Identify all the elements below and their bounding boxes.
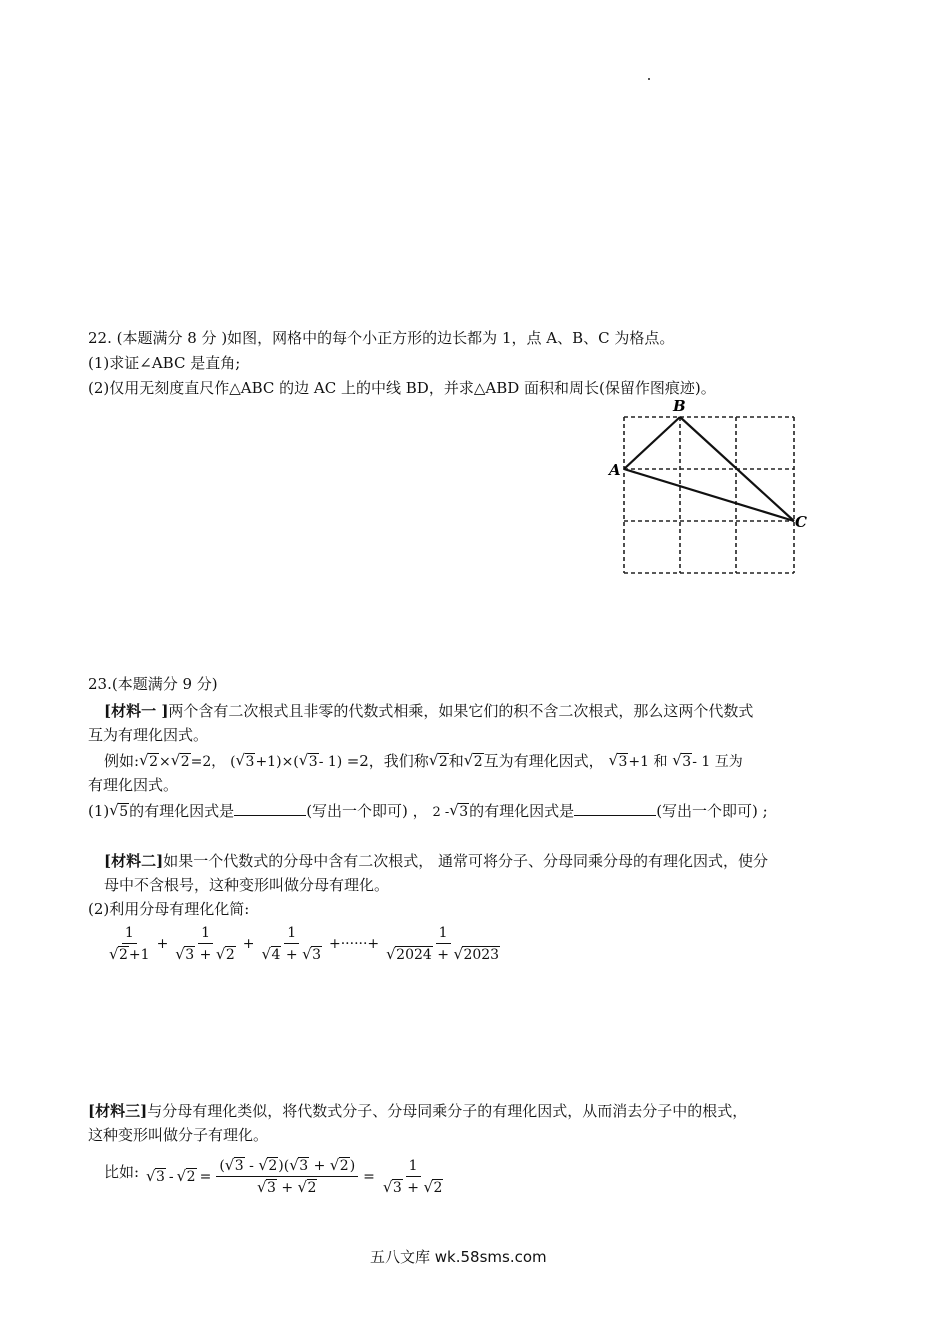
sqrt-3-c: √ 3 bbox=[608, 752, 628, 772]
part1-hint2: (写出一个即可) ; bbox=[656, 802, 768, 820]
material-1-text: 两个含有二次根式且非零的代数式相乘，如果它们的积不含二次根式，那么这两个代数式 bbox=[168, 702, 754, 720]
part1-text1: 的有理化因式是 bbox=[129, 802, 235, 820]
sqrt-3-b: √ 3 bbox=[299, 752, 319, 772]
sqrt-3-d: √ 3 bbox=[672, 752, 692, 772]
material-1-title: [材料一 ] bbox=[104, 702, 169, 720]
sqrt-5: √ 5 bbox=[109, 802, 129, 822]
material-1-line1 bbox=[104, 701, 753, 721]
two-minus: 2 - bbox=[432, 805, 450, 820]
answer-blank-1[interactable] bbox=[234, 801, 306, 816]
sqrt-2-d: √ 2 bbox=[464, 752, 484, 772]
numerator-rationalization-example: √ 3 - √ 2 = (√ 3 - √ 2)(√ 3 + √ 2) √ 3 + √ 2 = 1 √ 3 + √ 2 bbox=[146, 1158, 448, 1196]
paren-open: ( bbox=[230, 754, 236, 770]
fraction-3: 1 √ 4 + √ 3 bbox=[259, 925, 325, 963]
material-2-title: [材料二] bbox=[104, 852, 164, 870]
material-3-line2: 这种变形叫做分子有理化。 bbox=[88, 1126, 269, 1144]
label-c: C bbox=[795, 513, 807, 531]
example-prefix: 例如: bbox=[104, 752, 140, 770]
sqrt-2-b: √ 2 bbox=[171, 752, 191, 772]
q22-header: 22. (本题满分 8 分 )如图，网格中的每个小正方形的边长都为 1，点 A、B、C 为格点。 bbox=[88, 329, 675, 347]
label-a: A bbox=[609, 461, 621, 479]
answer-blank-2[interactable] bbox=[574, 801, 656, 816]
material-3-title: [材料三] bbox=[88, 1102, 148, 1120]
minus-one: - 1) bbox=[318, 754, 347, 770]
q23-part1 bbox=[88, 801, 768, 823]
part1-hint1: (写出一个即可) ， bbox=[306, 802, 428, 820]
stray-dot bbox=[648, 78, 650, 80]
example-line2: 有理化因式。 bbox=[88, 776, 179, 794]
equals-two-we-call: =2，我们称 bbox=[346, 752, 429, 770]
times-paren: ×( bbox=[281, 754, 299, 770]
sqrt-2-c: √ 2 bbox=[429, 752, 449, 772]
times-sign: × bbox=[158, 754, 171, 770]
sqrt-3-a: √ 3 bbox=[236, 752, 256, 772]
and-word: 和 bbox=[448, 752, 464, 770]
example-fraction-1: (√ 3 - √ 2)(√ 3 + √ 2) √ 3 + √ 2 bbox=[216, 1158, 358, 1196]
part1-text2: 的有理化因式是 bbox=[469, 802, 575, 820]
mutual-factor-text: 互为有理化因式， bbox=[483, 752, 604, 770]
sqrt-2-a: √ 2 bbox=[139, 752, 159, 772]
material-3-line1 bbox=[88, 1101, 747, 1121]
q22-part1: (1)求证∠ABC 是直角; bbox=[88, 354, 241, 372]
material-1-line2: 互为有理化因式。 bbox=[88, 726, 209, 744]
material-2-line2: 母中不含根号，这种变形叫做分母有理化。 bbox=[104, 876, 390, 894]
footer-watermark: 五八文库 wk.58sms.com bbox=[370, 1248, 547, 1266]
label-b: B bbox=[673, 397, 686, 415]
example-line bbox=[104, 751, 743, 772]
part1-prefix: (1) bbox=[88, 802, 110, 820]
example-3-prefix: 比如: bbox=[104, 1163, 140, 1181]
example-fraction-2: 1 √ 3 + √ 2 bbox=[380, 1158, 446, 1196]
minus-one-mutual: - 1 互为 bbox=[692, 754, 743, 770]
grid-triangle-figure bbox=[605, 396, 820, 580]
plus-one: +1) bbox=[255, 754, 282, 770]
q22-part2: (2)仅用无刻度直尺作△ABC 的边 AC 上的中线 BD，并求△ABD 面积和周长(保留作图痕迹)。 bbox=[88, 379, 716, 397]
material-2-line1 bbox=[104, 851, 768, 871]
material-2-text: 如果一个代数式的分母中含有二次根式， 通常可将分子、分母同乘分母的有理化因式，使分 bbox=[163, 852, 768, 870]
q23-header: 23.(本题满分 9 分) bbox=[88, 675, 218, 693]
telescoping-sum: 1 √ 2+1 + 1 √ 3 + √ 2 + 1 √ 4 + √ 3 +······+ 1 √ 2024 + √ 2023 bbox=[104, 925, 505, 963]
fraction-last: 1 √ 2024 + √ 2023 bbox=[383, 925, 503, 963]
sqrt-3-e: √ 3 bbox=[449, 802, 469, 822]
plus-one-and: +1 和 bbox=[628, 754, 668, 770]
material-3-text: 与分母有理化类似，将代数式分子、分母同乘分子的有理化因式，从而消去分子中的根式， bbox=[147, 1102, 748, 1120]
equals-two: =2， bbox=[190, 754, 226, 770]
q23-part2: (2)利用分母有理化化简: bbox=[88, 900, 250, 918]
fraction-2: 1 √ 3 + √ 2 bbox=[172, 925, 238, 963]
fraction-1: 1 √ 2+1 bbox=[106, 925, 153, 963]
